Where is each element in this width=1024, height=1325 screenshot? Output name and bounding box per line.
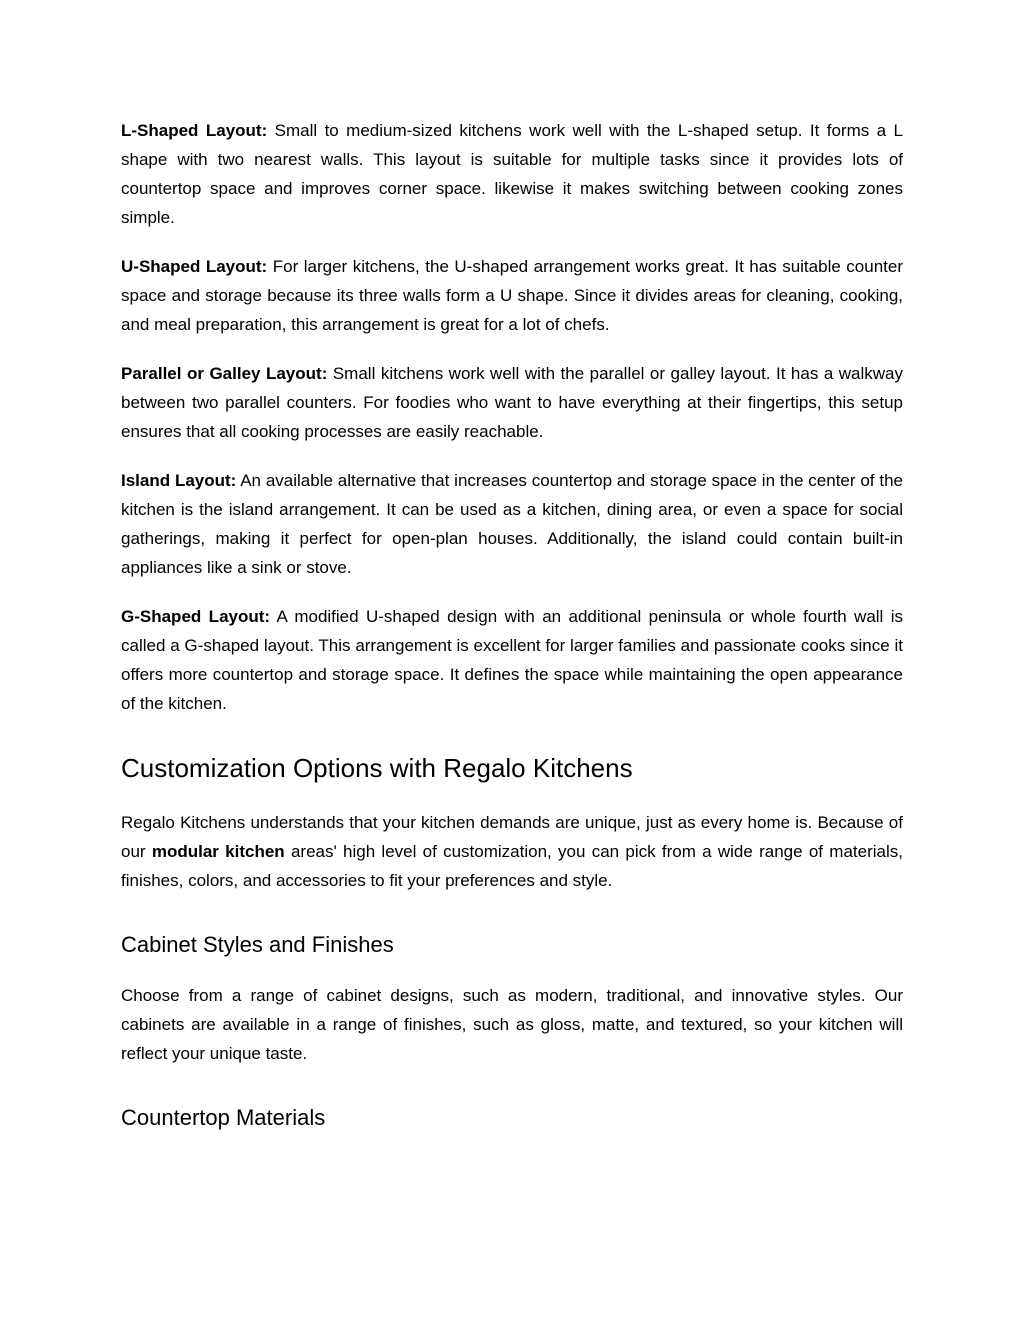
g-shaped-layout-paragraph xyxy=(121,602,903,718)
l-shaped-layout-paragraph xyxy=(121,116,903,232)
customization-paragraph xyxy=(121,808,903,895)
u-shaped-layout-text: For larger kitchens, the U-shaped arrangement works great. It has suitable counter space and storage because its three walls form a U shape. Since it divides areas for cleaning, cooking, and meal preparation, this arrangement is great for a lot of chefs. xyxy=(121,257,903,334)
galley-layout-paragraph xyxy=(121,359,903,446)
galley-layout-text: Small kitchens work well with the parallel or galley layout. It has a walkway between two parallel counters. For foodies who want to have everything at their fingertips, this setup ensures that all cooking processes are easily reachable. xyxy=(121,364,903,441)
g-shaped-layout-text: A modified U-shaped design with an additional peninsula or whole fourth wall is called a G-shaped layout. This arrangement is excellent for larger families and passionate cooks since it offers more countertop and storage space. It defines the space while maintaining the open appearance of the kitchen. xyxy=(121,607,903,713)
cabinet-heading: Cabinet Styles and Finishes xyxy=(121,932,394,957)
customization-heading: Customization Options with Regalo Kitchens xyxy=(121,753,633,783)
document-page xyxy=(121,116,903,1132)
modular-kitchen-bold: modular kitchen xyxy=(151,842,285,861)
u-shaped-layout-paragraph xyxy=(121,252,903,339)
l-shaped-layout-label: L-Shaped Layout: xyxy=(121,121,268,140)
customization-text-after: areas' high level of customization, you can pick from a wide range of materials, finishes, colors, and accessories to fit your preferences and style. xyxy=(121,842,903,890)
customization-text-before: Regalo Kitchens understands that your kitchen demands are unique, just as every home is. Because of our xyxy=(121,813,903,861)
l-shaped-layout-text: Small to medium-sized kitchens work well with the L-shaped setup. It forms a L shape with two nearest walls. This layout is suitable for multiple tasks since it provides lots of countertop space and improves corner space. likewise it makes switching between cooking zones simple. xyxy=(121,121,903,227)
island-layout-paragraph xyxy=(121,466,903,582)
cabinet-paragraph: Choose from a range of cabinet designs, such as modern, traditional, and innovative styles. Our cabinets are available in a range of finishes, such as gloss, matte, and textured, so your kitchen will reflect your unique taste. xyxy=(121,986,903,1063)
island-layout-label: Island Layout: xyxy=(121,471,237,490)
island-layout-text: An available alternative that increases countertop and storage space in the center of the kitchen is the island arrangement. It can be used as a kitchen, dining area, or even a space for social gatherings, making it perfect for open-plan houses. Additionally, the island could contain built-in appliances like a sink or stove. xyxy=(121,471,903,577)
u-shaped-layout-label: U-Shaped Layout: xyxy=(121,257,268,276)
galley-layout-label: Parallel or Galley Layout: xyxy=(121,364,328,383)
g-shaped-layout-label: G-Shaped Layout: xyxy=(121,607,271,626)
countertop-heading: Countertop Materials xyxy=(121,1105,326,1130)
